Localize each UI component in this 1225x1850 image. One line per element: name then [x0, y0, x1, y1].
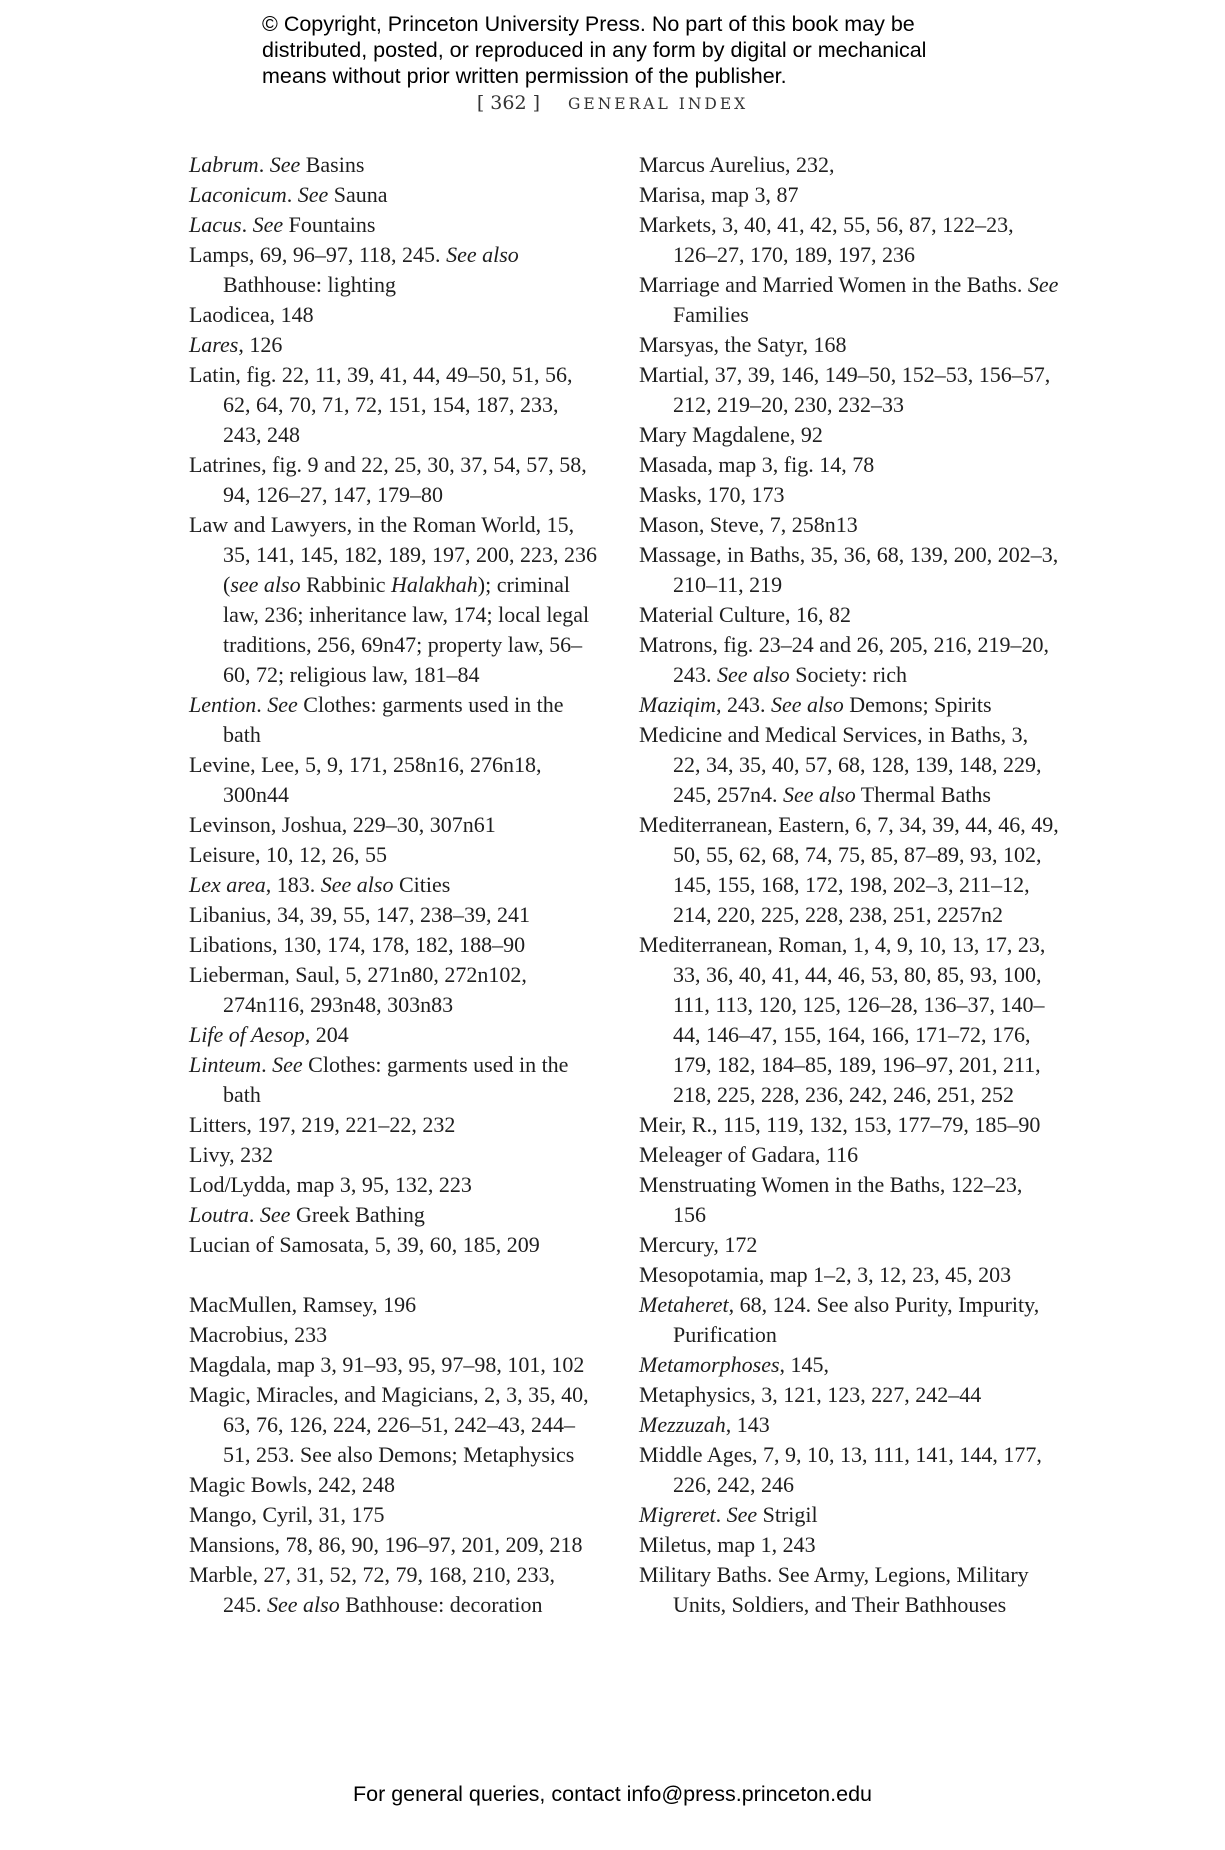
index-entry: Labrum. See Basins: [189, 152, 365, 177]
index-entry: Masada, map 3, fig. 14, 78: [639, 452, 875, 477]
page-number: [ 362 ]: [476, 92, 540, 114]
running-head: [0, 92, 1225, 114]
index-entry: Levinson, Joshua, 229–30, 307n61: [189, 812, 496, 837]
index-entry: Macrobius, 233: [189, 1322, 328, 1347]
index-entry: Lamps, 69, 96–97, 118, 245. See also Bathhouse: lighting: [189, 242, 519, 297]
index-entry: Latin, fig. 22, 11, 39, 41, 44, 49–50, 51, 56, 62, 64, 70, 71, 72, 151, 154, 187, 233, 243, 248: [189, 362, 573, 447]
index-entry: Libanius, 34, 39, 55, 147, 238–39, 241: [189, 902, 530, 927]
index-entry: Mansions, 78, 86, 90, 196–97, 201, 209, 218: [189, 1532, 583, 1557]
index-entry: Lod/Lydda, map 3, 95, 132, 223: [189, 1172, 472, 1197]
index-entry: Metaheret, 68, 124. See also Purity, Impurity, Purification: [639, 1292, 1040, 1347]
index-entry: Masks, 170, 173: [639, 482, 785, 507]
copyright-line: means without prior written permission of the publisher.: [262, 64, 787, 88]
index-entry: Meir, R., 115, 119, 132, 153, 177–79, 185–90: [639, 1112, 1041, 1137]
index-column-right: [639, 150, 1059, 1620]
index-entry: Magdala, map 3, 91–93, 95, 97–98, 101, 102: [189, 1352, 585, 1377]
index-entry: Metaphysics, 3, 121, 123, 227, 242–44: [639, 1382, 982, 1407]
index-entry: Marsyas, the Satyr, 168: [639, 332, 847, 357]
index-entry: Marisa, map 3, 87: [639, 182, 799, 207]
index-entry: Latrines, fig. 9 and 22, 25, 30, 37, 54, 57, 58, 94, 126–27, 147, 179–80: [189, 452, 587, 507]
index-entry: Life of Aesop, 204: [189, 1022, 349, 1047]
index-entry: Miletus, map 1, 243: [639, 1532, 816, 1557]
footer-contact: For general queries, contact info@press.princeton.edu: [352, 1782, 872, 1806]
index-entry: Menstruating Women in the Baths, 122–23, 156: [639, 1172, 1023, 1227]
index-entry: Matrons, fig. 23–24 and 26, 205, 216, 219–20, 243. See also Society: rich: [639, 632, 1050, 687]
index-entry: Marcus Aurelius, 232,: [639, 152, 835, 177]
copyright-notice: [262, 11, 1022, 89]
index-entry: Lieberman, Saul, 5, 271n80, 272n102, 274n116, 293n48, 303n83: [189, 962, 527, 1017]
index-entry: Libations, 130, 174, 178, 182, 188–90: [189, 932, 526, 957]
index-entry: MacMullen, Ramsey, 196: [189, 1292, 417, 1317]
index-entry: Linteum. See Clothes: garments used in the bath: [189, 1052, 569, 1107]
index-column-left: [189, 150, 599, 1620]
index-entry: Marble, 27, 31, 52, 72, 79, 168, 210, 233, 245. See also Bathhouse: decoration: [189, 1562, 556, 1617]
index-entry: Military Baths. See Army, Legions, Military Units, Soldiers, and Their Bathhouses: [639, 1562, 1029, 1617]
index-entry: Marriage and Married Women in the Baths. See Families: [639, 272, 1059, 327]
index-entry: Mary Magdalene, 92: [639, 422, 823, 447]
index-entry: Magic, Miracles, and Magicians, 2, 3, 35, 40, 63, 76, 126, 224, 226–51, 242–43, 244–51, 253. See also Demons; Metaphysics: [189, 1382, 589, 1467]
index-entry: Levine, Lee, 5, 9, 171, 258n16, 276n18, 300n44: [189, 752, 542, 807]
index-entry: Lares, 126: [189, 332, 283, 357]
index-entry: Mezzuzah, 143: [639, 1412, 770, 1437]
index-entry: Laodicea, 148: [189, 302, 314, 327]
index-entry: Mesopotamia, map 1–2, 3, 12, 23, 45, 203: [639, 1262, 1012, 1287]
index-entry: Migreret. See Strigil: [639, 1502, 818, 1527]
index-entry: Leisure, 10, 12, 26, 55: [189, 842, 387, 867]
index-entry: Lention. See Clothes: garments used in the bath: [189, 692, 564, 747]
index-entry: Massage, in Baths, 35, 36, 68, 139, 200, 202–3, 210–11, 219: [639, 542, 1059, 597]
index-entry: Maziqim, 243. See also Demons; Spirits: [639, 692, 992, 717]
index-entry: Meleager of Gadara, 116: [639, 1142, 859, 1167]
index-entry: Lacus. See Fountains: [189, 212, 376, 237]
index-entry: Medicine and Medical Services, in Baths, 3, 22, 34, 35, 40, 57, 68, 128, 139, 148, 229, 245, 257n4. See also Thermal Baths: [639, 722, 1042, 807]
index-entry: Mango, Cyril, 31, 175: [189, 1502, 385, 1527]
index-entry: Livy, 232: [189, 1142, 274, 1167]
index-entry: Lucian of Samosata, 5, 39, 60, 185, 209: [189, 1232, 540, 1257]
letter-section-gap: [189, 1260, 599, 1290]
index-entry: Metamorphoses, 145,: [639, 1352, 830, 1377]
copyright-line: distributed, posted, or reproduced in any form by digital or mechanical: [262, 38, 927, 62]
index-entry: Loutra. See Greek Bathing: [189, 1202, 425, 1227]
index-entry: Mason, Steve, 7, 258n13: [639, 512, 858, 537]
running-head-title: GENERAL INDEX: [568, 95, 749, 113]
index-entry: Laconicum. See Sauna: [189, 182, 388, 207]
index-entry: Lex area, 183. See also Cities: [189, 872, 451, 897]
index-entry: Magic Bowls, 242, 248: [189, 1472, 395, 1497]
index-entry: Litters, 197, 219, 221–22, 232: [189, 1112, 456, 1137]
copyright-line: © Copyright, Princeton University Press. No part of this book may be: [262, 12, 915, 36]
index-entry: Markets, 3, 40, 41, 42, 55, 56, 87, 122–23, 126–27, 170, 189, 197, 236: [639, 212, 1014, 267]
index-entry: Mediterranean, Roman, 1, 4, 9, 10, 13, 17, 23, 33, 36, 40, 41, 44, 46, 53, 80, 85, 93, 100, 111, 113, 120, 125, 126–28, 136–37, 140–44, 146–47, 155, 164, 166, 171–72, 176, 179, 182, 184–85, 189, 196–97, 201, 211, 218, 225, 228, 236, 242, 246, 251, 252: [639, 932, 1046, 1107]
index-entry: Law and Lawyers, in the Roman World, 15, 35, 141, 145, 182, 189, 197, 200, 223, 236 (see also Rabbinic Halakhah); criminal law, 236; inheritance law, 174; local legal traditions, 256, 69n47; property law, 56–60, 72; religious law, 181–84: [189, 512, 597, 687]
index-entry: Mediterranean, Eastern, 6, 7, 34, 39, 44, 46, 49, 50, 55, 62, 68, 74, 75, 85, 87–89, 93, 102, 145, 155, 168, 172, 198, 202–3, 211–12, 214, 220, 225, 228, 238, 251, 2257n2: [639, 812, 1059, 927]
index-entry: Martial, 37, 39, 146, 149–50, 152–53, 156–57, 212, 219–20, 230, 232–33: [639, 362, 1051, 417]
index-entry: Material Culture, 16, 82: [639, 602, 852, 627]
index-entry: Middle Ages, 7, 9, 10, 13, 111, 141, 144, 177, 226, 242, 246: [639, 1442, 1042, 1497]
index-entry: Mercury, 172: [639, 1232, 758, 1257]
